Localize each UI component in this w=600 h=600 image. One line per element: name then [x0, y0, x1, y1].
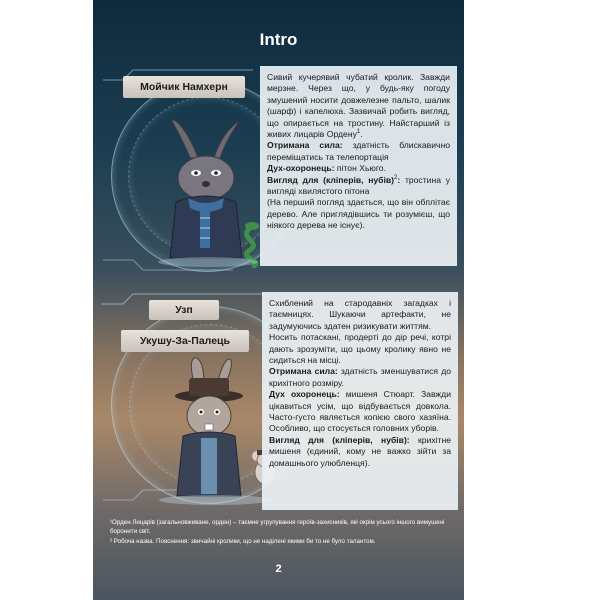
character2-look-label: Вигляд для (кліперів, нубів): — [269, 434, 410, 445]
character2-name-line1: Узп — [175, 304, 193, 316]
footnote-ref-1: 1 — [356, 129, 361, 136]
footnote-2: ² Робоча назва. Пояснення: звичайні кролики, що не наділені якими би то не було талантом. — [110, 538, 376, 545]
character1-name-label — [123, 76, 245, 98]
character2-power: здатність зменшуватися до крихітного розміру. — [269, 366, 451, 388]
character1-desc: Сивий кучерявий чубатий кролик. Завжди мерзне. Через що, у будь-яку погоду змушений носити довжелезне пальто, шалик (шарф) і капелюха. Зазвичай робить вигляд, що опирається на тростину. — [267, 72, 450, 128]
character2-desc1: Схиблений на стародавніх загадках і таємницях. Шукаючи артефакти, не задумуючись здатен ризикувати життям. — [269, 298, 451, 331]
character2-name-line2: Укушу-За-Палець — [140, 335, 230, 347]
page-number: 2 — [275, 563, 282, 575]
character1-illustration — [138, 118, 278, 268]
character1-look-label: Вигляд для (кліперів, нубів) — [267, 174, 395, 185]
character2-look: крихітне мишеня (єдиний, кому не важко зійти за домашнього улюбленця). — [269, 434, 451, 468]
character2-name-label-2 — [121, 330, 249, 352]
character2-name-label-1 — [149, 300, 219, 320]
character1-text-panel: Сивий кучерявий чубатий кролик. Завжди мерзне. Через що, у будь-яку погоду змушений носити довжелезне пальто, шалик (шарф) і капелюха. Зазвичай робить вигляд, що опирається на тростину. Найстарший із живих лицарів Ордену$^1$. Отримана сила: здатність блискавично переміщатись та телепортація Дух-охоронець: пітон Хьюго. Вигляд для (кліперів, нубів)$^2$: тростина у вигляді хвилястого пітона (На перший погляд здається, що він обплітає дерево. Але приглядівшись ти розумієш, що ніякого дерева не існує). — [260, 66, 457, 266]
character2-power-label: Отримана сила: — [269, 366, 338, 377]
character1-guardian: пітон Хьюго. — [336, 163, 386, 174]
character1-oldest: Найстарший із живих лицарів Ордену — [267, 117, 450, 140]
footnote-ref-2: 2 — [394, 174, 398, 181]
character1-name: Мойчик Намхерн — [140, 81, 228, 93]
page — [93, 0, 464, 600]
character2-desc2: Носить потаскані, продерті до дір речі, котрі дають зрозуміти, що цьому кролику явно не сидиться на місці. — [269, 332, 451, 366]
character2-guardian: мишеня Стюарт. Завжди цікавиться усім, що відбувається довкола. Часто-густо являється копією свого хазяїна. Особливо, що стосується головних уборів. — [269, 389, 451, 434]
character1-power: здатність блискавично переміщатись та телепортація — [267, 140, 450, 162]
character2-text-panel — [262, 292, 458, 510]
character1-power-label: Отримана сила: — [267, 140, 343, 151]
page-title: Intro — [259, 30, 298, 49]
footnote-1: ¹Орден Лицарів (загальновживане, орден) – таємне угрупування героїв-захисників, які окрім усього іншого вимушені боронити світ. — [110, 519, 445, 535]
character1-guardian-label: Дух-охоронець: — [267, 163, 335, 174]
character1-look: тростина у вигляді хвилястого пітона — [267, 174, 450, 197]
footnotes — [110, 519, 460, 549]
character1-note: (На перший погляд здається, що він обплітає дерево. Але приглядівшись ти розумієш, що ніякого дерева не існує). — [267, 197, 450, 231]
character2-guardian-label: Дух охоронець: — [269, 389, 340, 400]
